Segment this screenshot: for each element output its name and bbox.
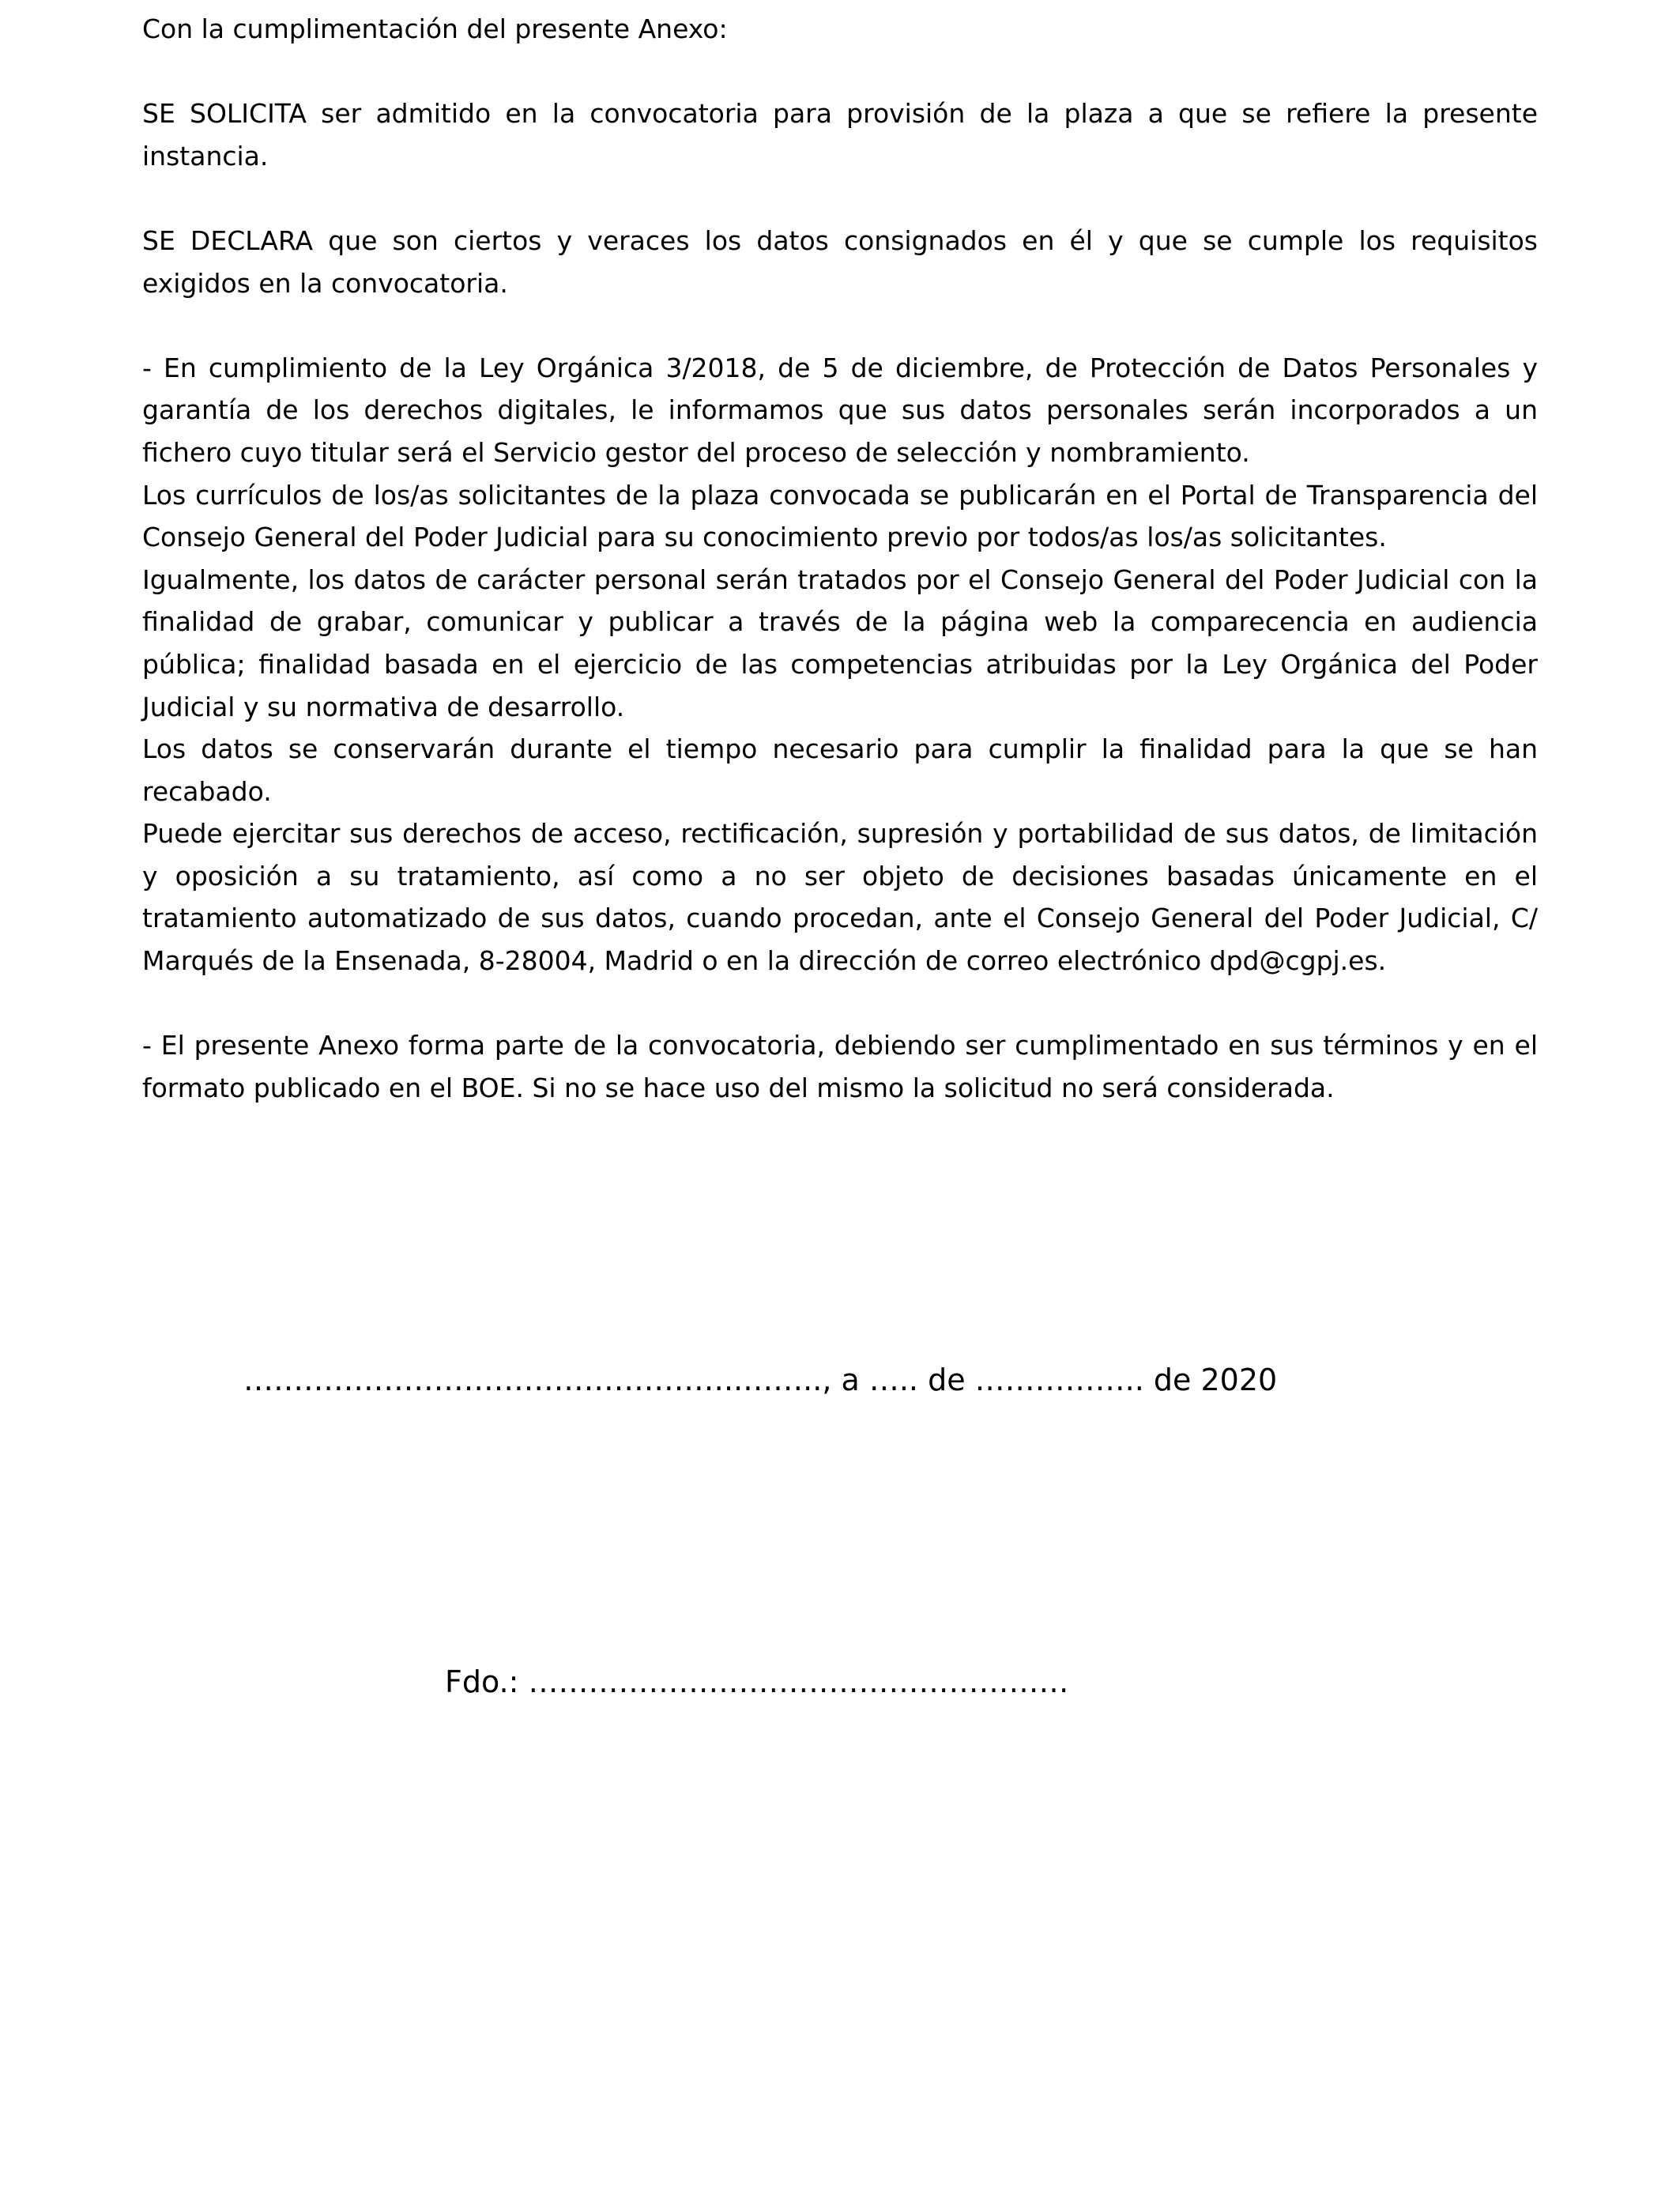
solicita-paragraph: SE SOLICITA ser admitido en la convocatoria para provisión de la plaza a que se refiere la presente instancia. [142, 98, 1538, 172]
conservacion-paragraph: Los datos se conservarán durante el tiempo necesario para cumplir la finalidad para la que se han recabado. [142, 733, 1538, 807]
intro-paragraph: Con la cumplimentación del presente Anexo: [142, 13, 728, 44]
paragraph-gap [142, 982, 1538, 1025]
paragraph-gap [142, 304, 1538, 347]
igualmente-paragraph: Igualmente, los datos de carácter personal serán tratados por el Consejo General del Poder Judicial con la finalidad de grabar, comunicar y publicar a través de la página web la comparecencia en audiencia pública; finalidad basada en el ejercicio de las competencias atribuidas por la Ley Orgánica del Poder Judicial y su normativa de desarrollo. [142, 564, 1538, 722]
date-line: …………………………………………..…….., a ….. de …………….. de 2020 [243, 1363, 1278, 1397]
body-text [142, 8, 1538, 1109]
paragraph-gap [142, 51, 1538, 93]
paragraph-gap [142, 177, 1538, 220]
declara-paragraph: SE DECLARA que son ciertos y veraces los datos consignados en él y que se cumple los requisitos exigidos en la convocatoria. [142, 224, 1538, 299]
ley-paragraph: - En cumplimiento de la Ley Orgánica 3/2018, de 5 de diciembre, de Protección de Datos Personales y garantía de los derechos digitales, le informamos que sus datos personales serán incorporados a un fichero cuyo titular será el Servicio gestor del proceso de selección y nombramiento. [142, 352, 1538, 468]
anexo-paragraph: - El presente Anexo forma parte de la convocatoria, debiendo ser cumplimentado en sus términos y en el formato publicado en el BOE. Si no se hace uso del mismo la solicitud no será considerada. [142, 1030, 1538, 1103]
curriculos-paragraph: Los currículos de los/as solicitantes de la plaza convocada se publicarán en el Portal de Transparencia del Consejo General del Poder Judicial para su conocimiento previo por todos/as los/as solicitantes. [142, 479, 1538, 553]
derechos-paragraph: Puede ejercitar sus derechos de acceso, rectificación, supresión y portabilidad de sus datos, de limitación y oposición a su tratamiento, así como a no ser objeto de decisiones basadas únicamente en el tratamiento automatizado de sus datos, cuando procedan, ante el Consejo General del Poder Judicial, C/ Marqués de la Ensenada, 8-28004, Madrid o en la dirección de correo electrónico dpd@cgpj.es. [142, 818, 1538, 977]
signature-line: Fdo.: ……………………………………………… [445, 1664, 1069, 1699]
